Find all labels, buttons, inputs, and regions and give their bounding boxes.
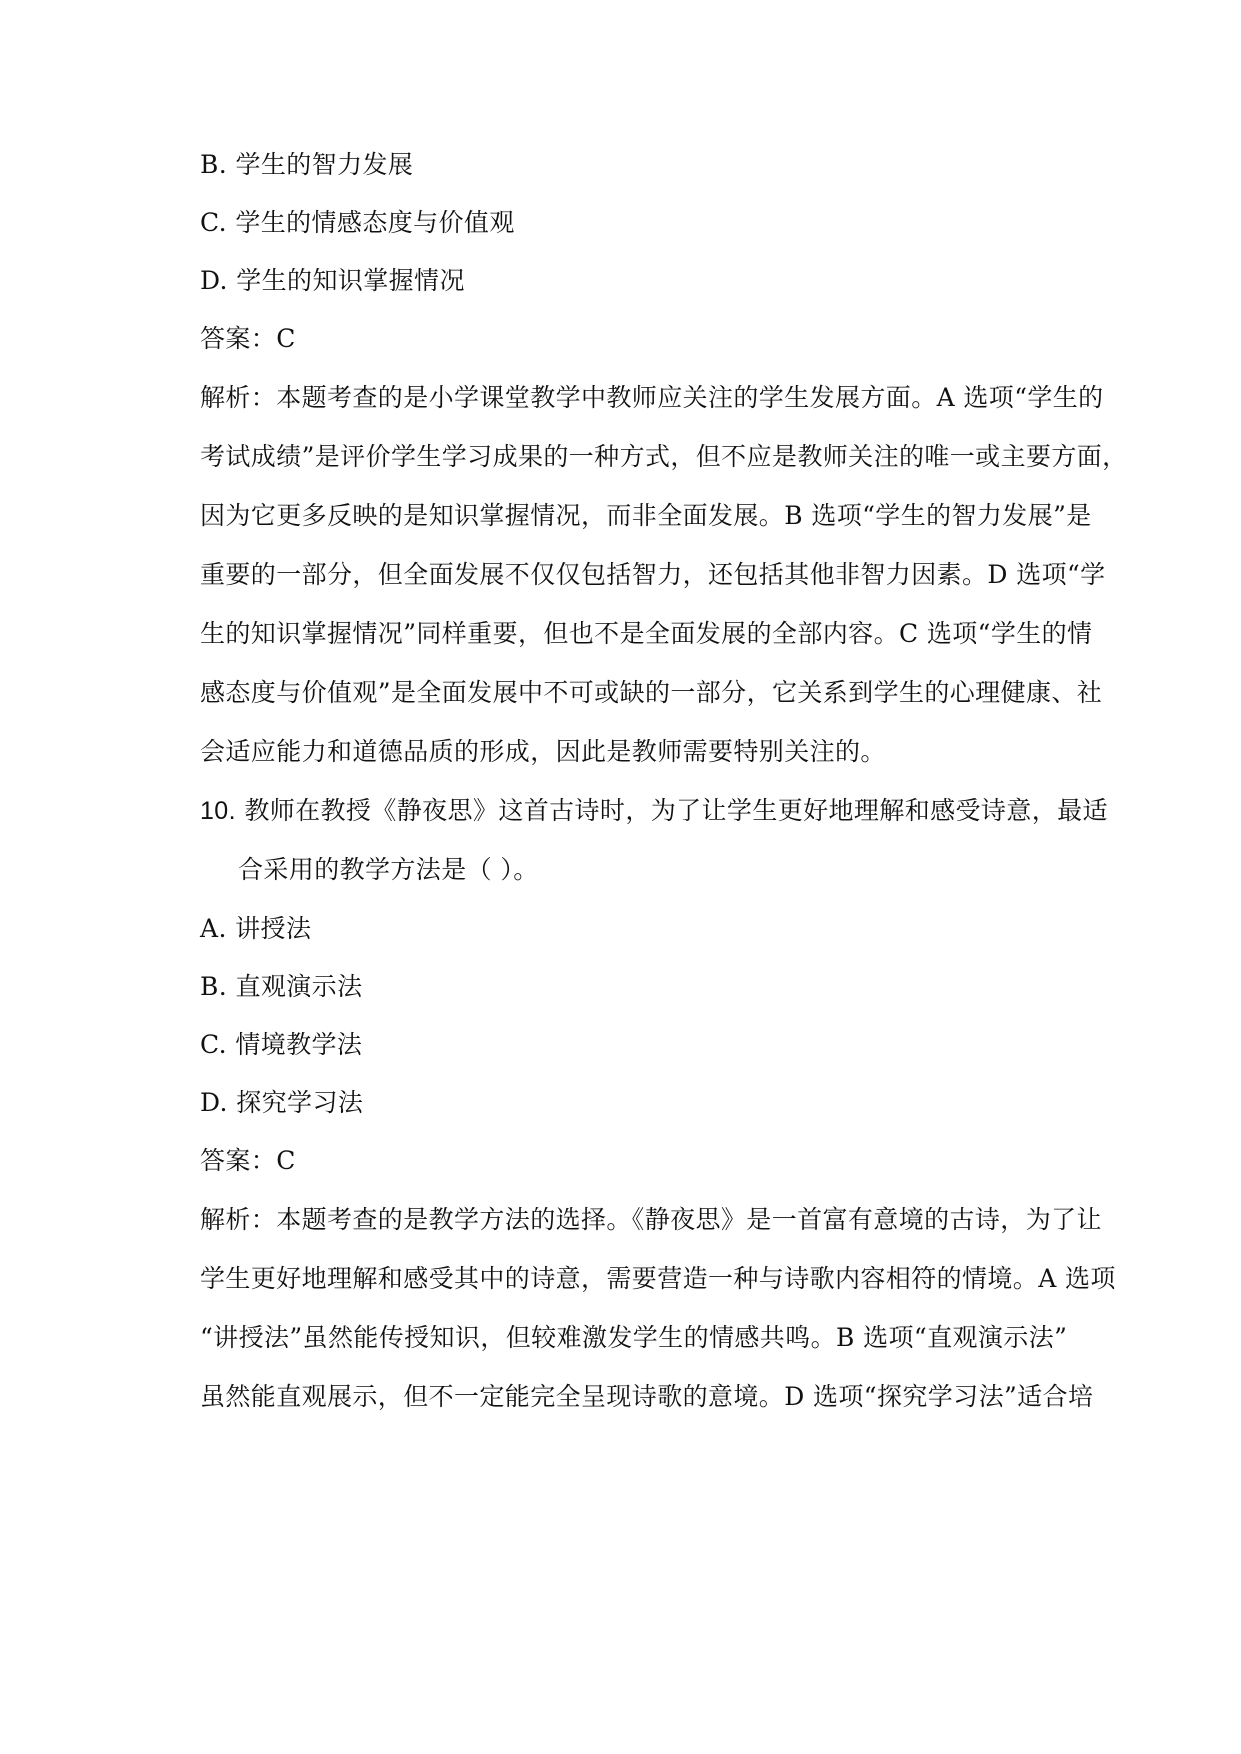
option-d: D. 探究学习法 (200, 1088, 364, 1117)
analysis-line: 解析：本题考查的是教学方法的选择。《静夜思》是一首富有意境的古诗，为了让 (200, 1205, 1102, 1234)
analysis-line: 重要的一部分，但全面发展不仅仅包括智力，还包括其他非智力因素。D 选项“学 (200, 560, 1106, 589)
option-c: C. 情境教学法 (200, 1030, 363, 1059)
answer: 答案：C (200, 324, 296, 353)
analysis-line: 考试成绩”是评价学生学习成果的一种方式，但不应是教师关注的唯一或主要方面， (200, 442, 1128, 471)
analysis-line: 解析：本题考查的是小学课堂教学中教师应关注的学生发展方面。A 选项“学生的 (200, 383, 1104, 412)
analysis-line: 虽然能直观展示，但不一定能完全呈现诗歌的意境。D 选项“探究学习法”适合培 (200, 1382, 1094, 1411)
question-stem-line1: 教师在教授《静夜思》这首古诗时，为了让学生更好地理解和感受诗意，最适 (244, 796, 1108, 825)
option-b: B. 学生的智力发展 (200, 150, 414, 179)
answer: 答案：C (200, 1146, 296, 1175)
question-stem-line2: 合采用的教学方法是（ ）。 (238, 855, 539, 884)
option-b: B. 直观演示法 (200, 972, 363, 1001)
analysis-line: 会适应能力和道德品质的形成，因此是教师需要特别关注的。 (200, 737, 886, 766)
analysis-line: 生的知识掌握情况”同样重要，但也不是全面发展的全部内容。C 选项“学生的情 (200, 619, 1093, 648)
option-a: A. 讲授法 (200, 914, 312, 943)
analysis-line: 因为它更多反映的是知识掌握情况，而非全面发展。B 选项“学生的智力发展”是 (200, 501, 1092, 530)
analysis-line: 感态度与价值观”是全面发展中不可或缺的一部分，它关系到学生的心理健康、社 (200, 678, 1103, 707)
option-c: C. 学生的情感态度与价值观 (200, 208, 515, 237)
option-d: D. 学生的知识掌握情况 (200, 266, 465, 295)
question-number: 10. (200, 797, 236, 825)
analysis-line: “讲授法”虽然能传授知识，但较难激发学生的情感共鸣。B 选项“直观演示法” (200, 1323, 1068, 1352)
analysis-line: 学生更好地理解和感受其中的诗意，需要营造一种与诗歌内容相符的情境。A 选项 (200, 1264, 1116, 1293)
question-stem (200, 794, 1108, 828)
